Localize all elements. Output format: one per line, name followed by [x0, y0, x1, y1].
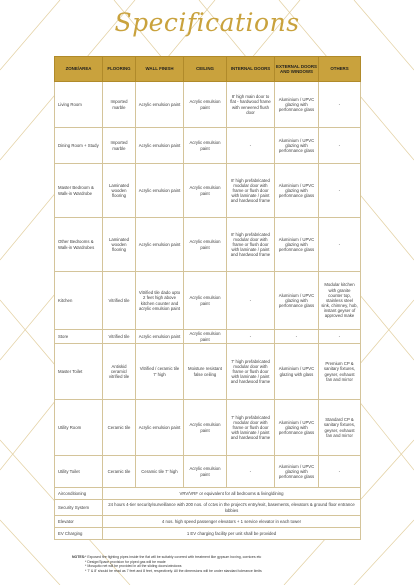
table-row — [55, 128, 361, 164]
cell-external: Aluminium / UPVC glazing with performance glass — [275, 128, 319, 164]
cell-wall: Vitrified / ceramic tile 7' high — [136, 344, 184, 400]
cell-ceiling: Acrylic emulsion paint — [184, 400, 227, 456]
cell-others: Modular kitchen with granite counter top, stainless steel sink, chimney, hob, instant geyser of approved make — [319, 272, 361, 330]
cell-flooring: Antiskid ceramic/ vitrified tile — [103, 344, 136, 400]
cell-flooring: Ceramic tile — [103, 456, 136, 488]
cell-external: Aluminium / UPVC glazing with performance glass — [275, 272, 319, 330]
cell-others: Standard CP & sanitary fixtures, geyser, exhaust fan and mirror — [319, 400, 361, 456]
cell-flooring: Laminated wooden flooring — [103, 164, 136, 218]
table-row — [55, 272, 361, 330]
cell-area: Master Toilet — [55, 344, 103, 400]
cell-ceiling: Acrylic emulsion paint — [184, 272, 227, 330]
cell-internal: - — [227, 272, 275, 330]
cell-others: Premium CP & sanitary fixtures, geyser, exhaust fan and mirror — [319, 344, 361, 400]
cell-flooring: Imported marble — [103, 82, 136, 128]
cell-wall: Acrylic emulsion paint — [136, 128, 184, 164]
note-line: * 7' & 8' should be read as 7 feet and 8 feet, respectively. All the dimensions will be under standard tolerance limits — [85, 569, 262, 574]
table-row-airconditioning — [55, 488, 361, 500]
header-internal-doors: INTERNAL DOORS — [227, 57, 275, 82]
cell-area: Store — [55, 330, 103, 344]
header-external-doors-windows: EXTERNAL DOORS AND WINDOWS — [275, 57, 319, 82]
cell-ceiling: Acrylic emulsion paint — [184, 456, 227, 488]
cell-span-value: VRV/VRF or equivalent for all bedrooms & living/dining — [103, 488, 361, 500]
table-row-ev-charging — [55, 528, 361, 540]
table-row — [55, 344, 361, 400]
table-row — [55, 456, 361, 488]
cell-internal: 7' high prefabricated modular door with frame or flush door with laminate / paint and hardwood frame — [227, 344, 275, 400]
table-row-elevator — [55, 516, 361, 528]
cell-external: Aluminium / UPVC glazing with performance glass — [275, 82, 319, 128]
cell-wall: Ceramic tile 7' high — [136, 456, 184, 488]
cell-ceiling: Acrylic emulsion paint — [184, 128, 227, 164]
notes-section — [72, 555, 362, 574]
note-line: * Design/Space provision for piped gas will be made — [85, 559, 166, 564]
cell-external: Aluminium / UPVC glazing with glass — [275, 344, 319, 400]
cell-area: Utility Toilet — [55, 456, 103, 488]
table-row — [55, 164, 361, 218]
cell-flooring: Imported marble — [103, 128, 136, 164]
cell-others: - — [319, 164, 361, 218]
cell-span-value: 1 EV charging facility per unit shall be provided — [103, 528, 361, 540]
header-ceiling: CEILING — [184, 57, 227, 82]
cell-others: - — [319, 456, 361, 488]
cell-wall: Acrylic emulsion paint — [136, 164, 184, 218]
cell-external: Aluminium / UPVC glazing with performance glass — [275, 400, 319, 456]
table-row — [55, 218, 361, 272]
cell-span-value: 24 hours 4-tier security/surveillance with 200 nos. of cctvs in the project's entry/exit, basements, elevators & ground floor entrance lobbies — [103, 500, 361, 516]
cell-flooring: Vitrified tile — [103, 272, 136, 330]
cell-others: - — [319, 82, 361, 128]
page-title: Specifications — [114, 8, 300, 37]
cell-internal: - — [227, 456, 275, 488]
cell-others: - — [319, 128, 361, 164]
cell-area: Living Room — [55, 82, 103, 128]
note-line: * Mosquito net will be provided in all the sliding doors/windows — [85, 564, 182, 569]
cell-external: Aluminium / UPVC glazing with performance glass — [275, 456, 319, 488]
cell-ceiling: Moisture resistant false ceiling — [184, 344, 227, 400]
header-zone-area: ZONE/AREA — [55, 57, 103, 82]
cell-area: Dining Room + Study — [55, 128, 103, 164]
cell-ceiling: Acrylic emulsion paint — [184, 82, 227, 128]
cell-internal: 8' high main door to flat - hardwood frame with veneered flush door — [227, 82, 275, 128]
header-wall-finish: WALL FINISH — [136, 57, 184, 82]
cell-wall: Vitrified tile dado upto 2 feet high above kitchen counter and acrylic emulsion paint — [136, 272, 184, 330]
cell-ceiling: Acrylic emulsion paint — [184, 218, 227, 272]
cell-external: - — [275, 330, 319, 344]
header-others: OTHERS — [319, 57, 361, 82]
table-row — [55, 82, 361, 128]
cell-internal: 7' high prefabricated modular door with frame or flush door with laminate / paint and hardwood frame — [227, 400, 275, 456]
cell-area: Utility Room — [55, 400, 103, 456]
cell-flooring: Ceramic tile — [103, 400, 136, 456]
cell-flooring: Vitrified tile — [103, 330, 136, 344]
header-flooring: FLOORING — [103, 57, 136, 82]
cell-ceiling: Acrylic emulsion paint — [184, 330, 227, 344]
cell-area: Security System — [55, 500, 103, 516]
cell-wall: Acrylic emulsion paint — [136, 82, 184, 128]
table-header-row — [55, 57, 361, 82]
cell-ceiling: Acrylic emulsion paint — [184, 164, 227, 218]
cell-wall: Acrylic emulsion paint — [136, 400, 184, 456]
cell-others: - — [319, 330, 361, 344]
cell-span-value: 4 nos. high speed passenger elevators + 1 service elevator in each tower — [103, 516, 361, 528]
table-row — [55, 330, 361, 344]
cell-external: Aluminium / UPVC glazing with performance glass — [275, 164, 319, 218]
cell-wall: Acrylic emulsion paint — [136, 218, 184, 272]
cell-wall: Acrylic emulsion paint — [136, 330, 184, 344]
cell-internal: - — [227, 128, 275, 164]
note-line: * Exposed fire fighting pipes inside the flat will be suitably covered with treatment like gypsum boxing, cornices etc — [85, 555, 262, 559]
cell-area: Kitchen — [55, 272, 103, 330]
notes-label: NOTES: — [72, 555, 86, 559]
specifications-table-container — [54, 56, 360, 540]
cell-external: Aluminium / UPVC glazing with performance glass — [275, 218, 319, 272]
cell-internal: - — [227, 330, 275, 344]
cell-internal: 8' high prefabricated modular door with frame or flush door with laminate / paint and hardwood frame — [227, 164, 275, 218]
cell-flooring: Laminated wooden flooring — [103, 218, 136, 272]
table-row — [55, 400, 361, 456]
cell-internal: 8' high prefabricated modular door with frame or flush door with laminate / paint and hardwood frame — [227, 218, 275, 272]
cell-area: Other Bedrooms & Walk-in Wardrobes — [55, 218, 103, 272]
cell-area: Elevator — [55, 516, 103, 528]
specifications-table — [54, 56, 361, 540]
cell-others: - — [319, 218, 361, 272]
cell-area: Master Bedroom & Walk-in Wardrobe — [55, 164, 103, 218]
table-row-security-system — [55, 500, 361, 516]
cell-area: Airconditioning — [55, 488, 103, 500]
cell-area: EV Charging — [55, 528, 103, 540]
